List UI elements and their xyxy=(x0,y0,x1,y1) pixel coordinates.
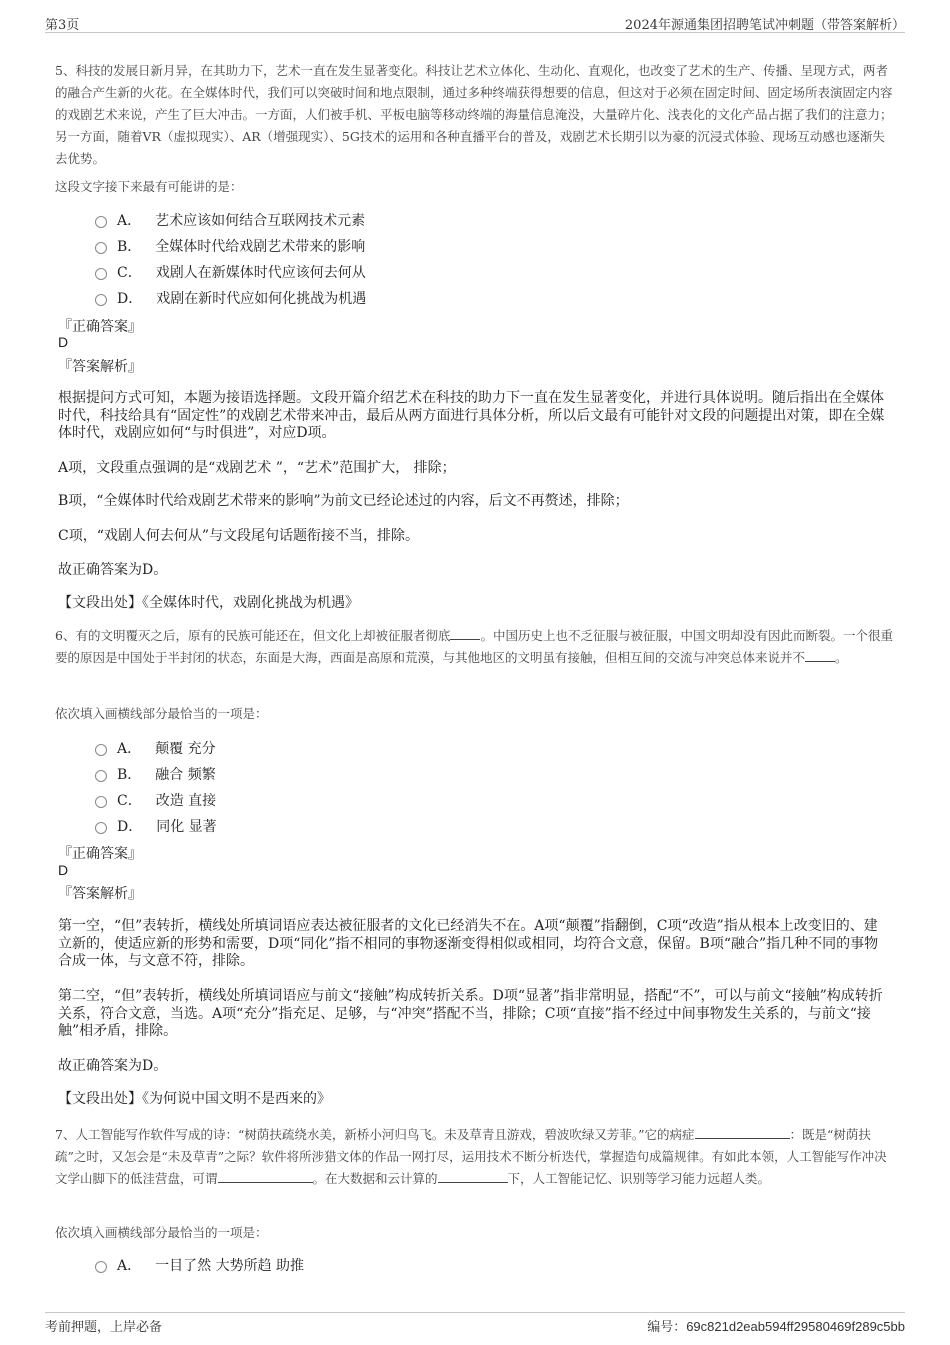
q7-option-a[interactable]: A． 一目了然 大势所趋 助推 xyxy=(95,1252,304,1278)
q7-options xyxy=(95,1252,304,1278)
q6-options xyxy=(95,735,217,839)
blank-line xyxy=(450,627,480,640)
radio-icon[interactable] xyxy=(95,294,107,306)
radio-icon[interactable] xyxy=(95,216,107,228)
radio-icon[interactable] xyxy=(95,770,107,782)
q5-analysis-2: A项，文段重点强调的是“戏剧艺术 ”，“艺术”范围扩大， 排除； xyxy=(58,460,456,476)
q5-analysis-4: C项，“戏剧人何去何从”与文段尾句话题衔接不当，排除。 xyxy=(58,528,420,544)
radio-icon[interactable] xyxy=(95,268,107,280)
q5-option-a[interactable]: A． 艺术应该如何结合互联网技术元素 xyxy=(95,207,366,233)
q6-option-a[interactable]: A． 颠覆 充分 xyxy=(95,735,217,761)
document-title: 2024年源通集团招聘笔试冲刺题（带答案解析） xyxy=(624,18,905,33)
blank-line xyxy=(805,649,835,662)
page-footer xyxy=(45,1312,905,1337)
page-number: 第3页 xyxy=(45,18,80,33)
radio-icon[interactable] xyxy=(95,796,107,808)
q6-conclusion: 故正确答案为D。 xyxy=(58,1058,168,1074)
q5-options xyxy=(95,207,366,311)
blank-line xyxy=(438,1170,508,1183)
q6-option-c[interactable]: C． 改造 直接 xyxy=(95,787,217,813)
radio-icon[interactable] xyxy=(95,744,107,756)
q5-answer: D xyxy=(58,334,69,350)
document-id: 编号：69c821d2eab594ff29580469f289c5bb xyxy=(647,1319,905,1334)
q6-answer: D xyxy=(58,862,69,878)
q6-prompt: 依次填入画横线部分最恰当的一项是： xyxy=(55,706,268,721)
q5-option-b[interactable]: B． 全媒体时代给戏剧艺术带来的影响 xyxy=(95,233,366,259)
q5-correct-label: 『正确答案』 xyxy=(58,319,142,335)
q5-analysis-label: 『答案解析』 xyxy=(58,359,142,375)
q6-option-b[interactable]: B． 融合 频繁 xyxy=(95,761,217,787)
q6-option-d[interactable]: D． 同化 显著 xyxy=(95,813,217,839)
q5-option-d[interactable]: D． 戏剧在新时代应如何化挑战为机遇 xyxy=(95,285,366,311)
q6-correct-label: 『正确答案』 xyxy=(58,846,142,862)
q5-conclusion: 故正确答案为D。 xyxy=(58,562,168,578)
q5-analysis-3: B项，“全媒体时代给戏剧艺术带来的影响”为前文已经论述过的内容，后文不再赘述，排除； xyxy=(58,493,629,509)
q6-analysis-label: 『答案解析』 xyxy=(58,886,142,902)
page-header xyxy=(45,12,905,33)
blank-line xyxy=(218,1170,313,1183)
footer-slogan: 考前押题，上岸必备 xyxy=(45,1320,163,1335)
q5-source: 【文段出处】《全媒体时代，戏剧化挑战为机遇》 xyxy=(58,595,359,611)
q6-analysis-1: 第一空，“但”表转折，横线处所填词语应表达被征服者的文化已经消失不在。A项“颠覆”指翻倒，C项“改造”指从根本上改变旧的、建立新的，使适应新的形势和需要，D项“同化”指不相同的事物逐渐变得相似或相同，均符合文意，保留。B项“融合”指几种不同的事物合成一体，与文意不符，排除。 xyxy=(58,918,879,969)
q6-source: 【文段出处】《为何说中国文明不是西来的》 xyxy=(58,1091,331,1107)
radio-icon[interactable] xyxy=(95,822,107,834)
q7-stem: 7、人工智能写作软件写成的诗：“树荫扶疏绕水美，新桥小河归鸟飞。未及草青且游戏，碧波吹绿又芳菲。”它的病症 ：既是“树荫扶疏”之时，又怎会是“未及草青”之际？软件将所涉猎文体的作品一网打尽，运用技术不断分析迭代，掌握造句成篇规律。有如此本领，人工智能写作冲决文学山脚下的低洼营盘，可谓 。在大数据和云计算的 下，人工智能记忆、识别等学习能力远超人类。 xyxy=(55,1127,887,1186)
q7-prompt: 依次填入画横线部分最恰当的一项是： xyxy=(55,1225,268,1240)
q6-analysis-2: 第二空，“但”表转折，横线处所填词语应与前文“接触”构成转折关系。D项“显著”指非常明显，搭配“不”，可以与前文“接触”构成转折关系，符合文意，当选。A项“充分”指充足、足够，与“冲突”搭配不当，排除；C项“直接”指不经过中间事物发生关系的，与前文“接触”相矛盾，排除。 xyxy=(58,988,883,1039)
q5-analysis-1: 根据提问方式可知，本题为接语选择题。文段开篇介绍艺术在科技的助力下一直在发生显著变化，并进行具体说明。随后指出在全媒体时代，科技给具有“固定性”的戏剧艺术带来冲击，最后从两方面进行具体分析，所以后文最有可能针对文段的问题提出对策，即在全媒体时代，戏剧应如何“与时俱进”，对应D项。 xyxy=(58,390,885,441)
q5-stem: 5、科技的发展日新月异，在其助力下，艺术一直在发生显著变化。科技让艺术立体化、生动化、直观化，也改变了艺术的生产、传播、呈现方式，两者的融合产生新的火花。在全媒体时代，我们可以突破时间和地点限制，通过多种终端获得想要的信息，但这对于必须在固定时间、固定场所表演固定内容的戏剧艺术来说，产生了巨大冲击。一方面，人们被手机、平板电脑等移动终端的海量信息淹没，大量碎片化、浅表化的文化产品占据了我们的注意力；另一方面，随着VR（虚拟现实）、AR（增强现实）、5G技术的运用和各种直播平台的普及，戏剧艺术长期引以为豪的沉浸式体验、现场互动感也逐渐失去优势。 xyxy=(55,63,893,166)
radio-icon[interactable] xyxy=(95,1261,107,1273)
radio-icon[interactable] xyxy=(95,242,107,254)
q5-prompt: 这段文字接下来最有可能讲的是： xyxy=(55,179,243,194)
blank-line xyxy=(695,1126,790,1139)
q5-option-c[interactable]: C． 戏剧人在新媒体时代应该何去何从 xyxy=(95,259,366,285)
q6-stem: 6、有的文明覆灭之后，原有的民族可能还在，但文化上却被征服者彻底 。中国历史上也不乏征服与被征服，中国文明却没有因此而断裂。一个很重要的原因是中国处于半封闭的状态，东面是大海，西面是高原和荒漠，与其他地区的文明虽有接触，但相互间的交流与冲突总体来说并不 。 xyxy=(55,628,893,665)
